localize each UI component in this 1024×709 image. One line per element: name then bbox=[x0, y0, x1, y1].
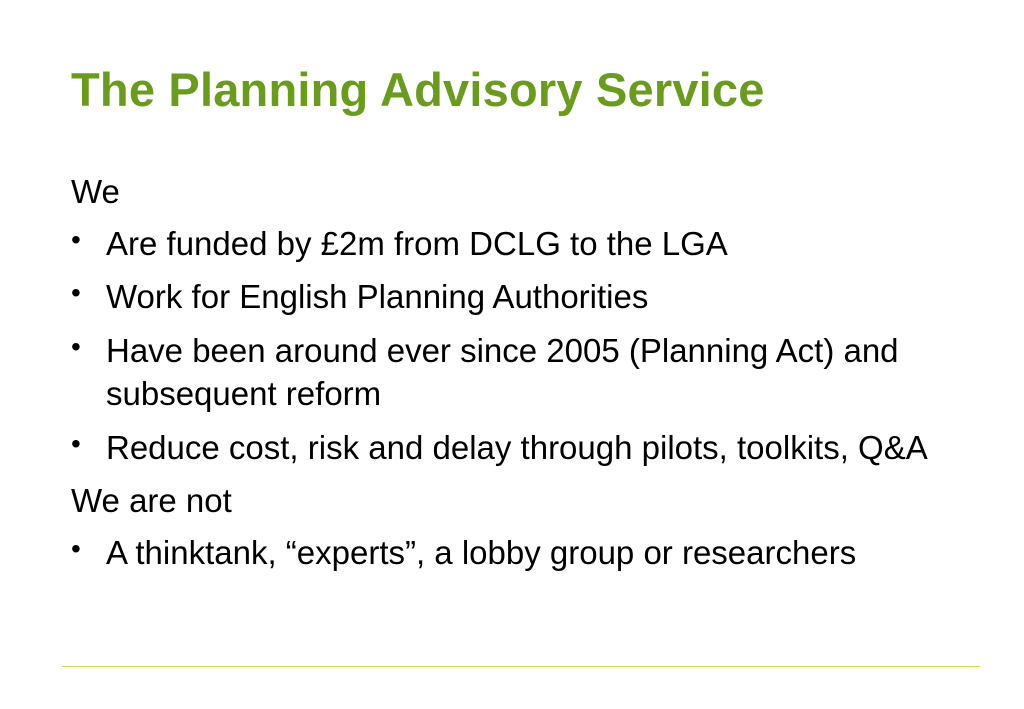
list-item-text: Work for English Planning Authorities bbox=[106, 278, 649, 316]
we-heading: We bbox=[71, 173, 120, 210]
list-item bbox=[71, 531, 971, 575]
bullet-icon: • bbox=[71, 427, 81, 459]
bullet-icon: • bbox=[71, 277, 81, 309]
list-item-text: Have been around ever since 2005 (Planning Act) and subsequent reform bbox=[106, 331, 899, 413]
we-are-not-list bbox=[71, 531, 971, 575]
slide-body bbox=[71, 170, 971, 584]
list-item-text: Are funded by £2m from DCLG to the LGA bbox=[106, 224, 728, 262]
footer-divider bbox=[62, 666, 980, 667]
bullet-icon: • bbox=[71, 532, 81, 564]
list-item-text: Reduce cost, risk and delay through pilots, toolkits, Q&A bbox=[106, 428, 928, 466]
list-item bbox=[71, 329, 971, 416]
list-item bbox=[71, 222, 971, 266]
we-are-not-heading: We are not bbox=[71, 482, 232, 520]
list-item bbox=[71, 275, 971, 319]
slide-title: The Planning Advisory Service bbox=[71, 63, 765, 116]
list-item bbox=[71, 426, 971, 470]
we-list bbox=[71, 222, 971, 470]
bullet-icon: • bbox=[71, 223, 81, 255]
bullet-icon: • bbox=[71, 330, 81, 362]
list-item-text: A thinktank, “experts”, a lobby group or researchers bbox=[106, 533, 857, 571]
